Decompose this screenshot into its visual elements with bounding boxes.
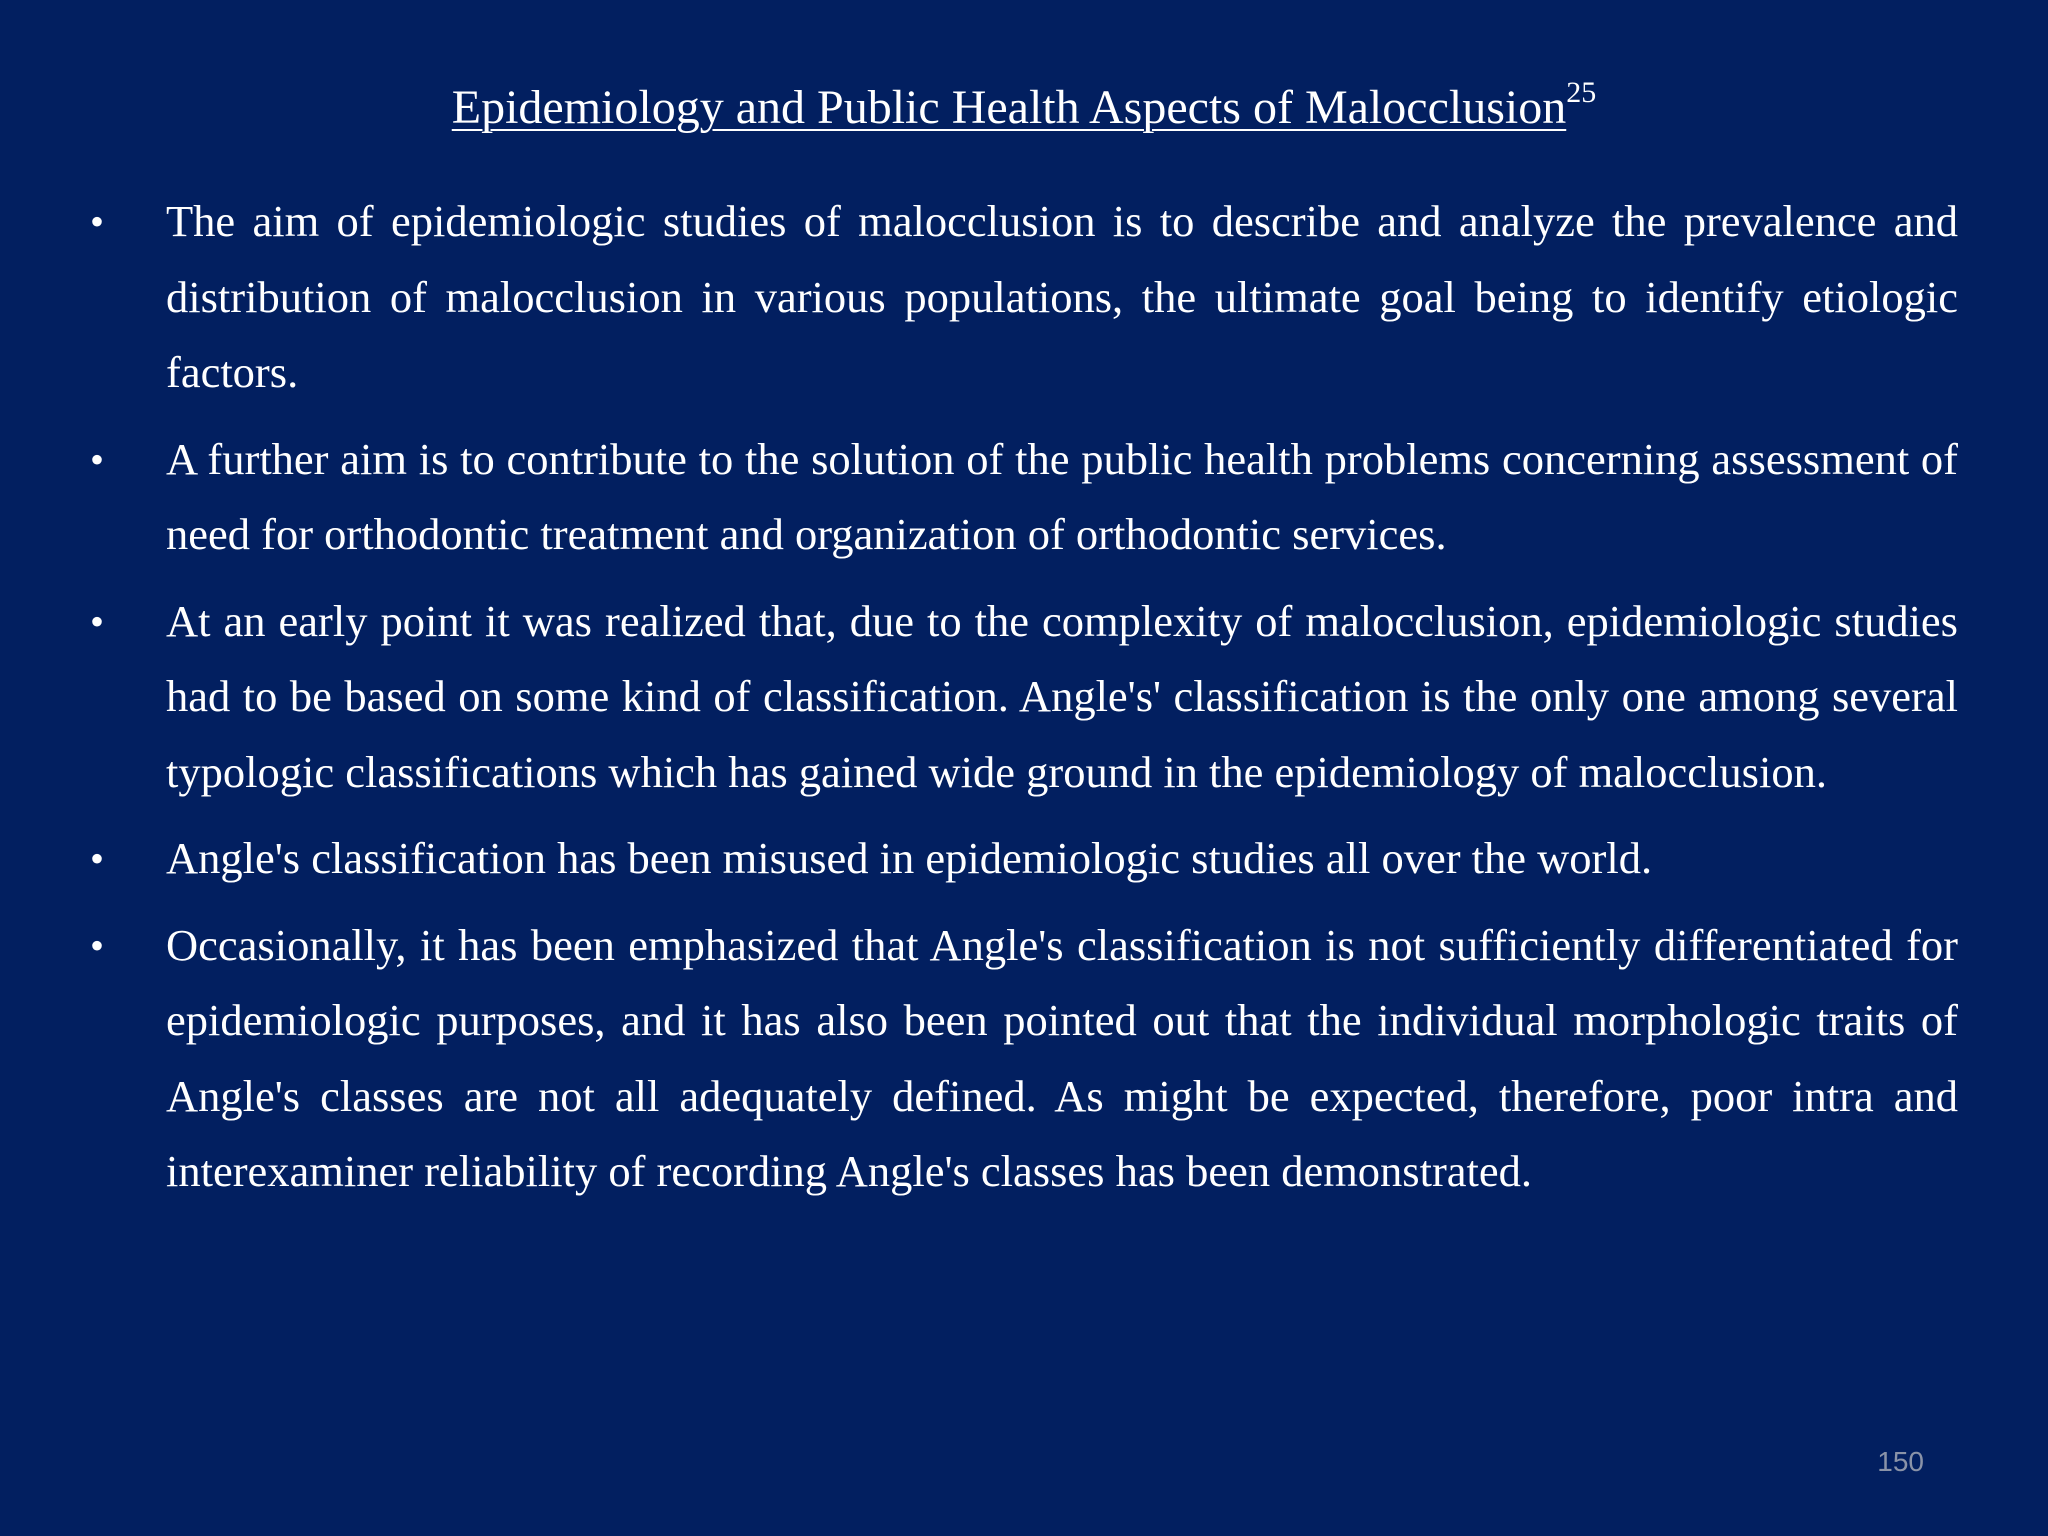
bullet-item <box>90 422 1958 573</box>
bullet-item <box>90 821 1958 897</box>
bullet-item <box>90 584 1958 811</box>
bullet-text: The aim of epidemiologic studies of malocclusion is to describe and analyze the prevalence and distribution of malocclusion in various populations, the ultimate goal being to identify etiologic factors. <box>166 196 1958 397</box>
bullet-text: A further aim is to contribute to the solution of the public health problems concerning assessment of need for orthodontic treatment and organization of orthodontic services. <box>166 433 1958 559</box>
slide-title <box>0 62 2048 143</box>
bullet-icon: • <box>90 922 105 968</box>
bullet-item <box>90 184 1958 411</box>
bullet-icon: • <box>90 436 105 482</box>
bullet-list <box>90 184 1958 1221</box>
bullet-icon: • <box>90 598 105 644</box>
bullet-text: Angle's classification has been misused in epidemiologic studies all over the world. <box>166 833 1653 883</box>
title-reference-superscript: 25 <box>1566 76 1597 109</box>
bullet-icon: • <box>90 199 105 244</box>
bullet-item <box>90 908 1958 1210</box>
bullet-text: Occasionally, it has been emphasized that Angle's classification is not sufficiently differentiated for epidemiologic purposes, and it has also been pointed out that the individual morphologic traits of Angle's classes are not all adequately defined. As might be expected, therefore, poor intra and interexaminer reliability of recording Angle's classes has been demonstrated. <box>166 919 1958 1196</box>
slide-title-text: Epidemiology and Public Health Aspects of Malocclusion <box>451 81 1567 134</box>
bullet-icon: • <box>90 836 105 881</box>
bullet-text: At an early point it was realized that, due to the complexity of malocclusion, epidemiologic studies had to be based on some kind of classification. Angle's' classification is the only one among several typologic classifications which has gained wide ground in the epidemiology of malocclusion. <box>166 595 1958 797</box>
page-number: 150 <box>1877 1446 1924 1477</box>
